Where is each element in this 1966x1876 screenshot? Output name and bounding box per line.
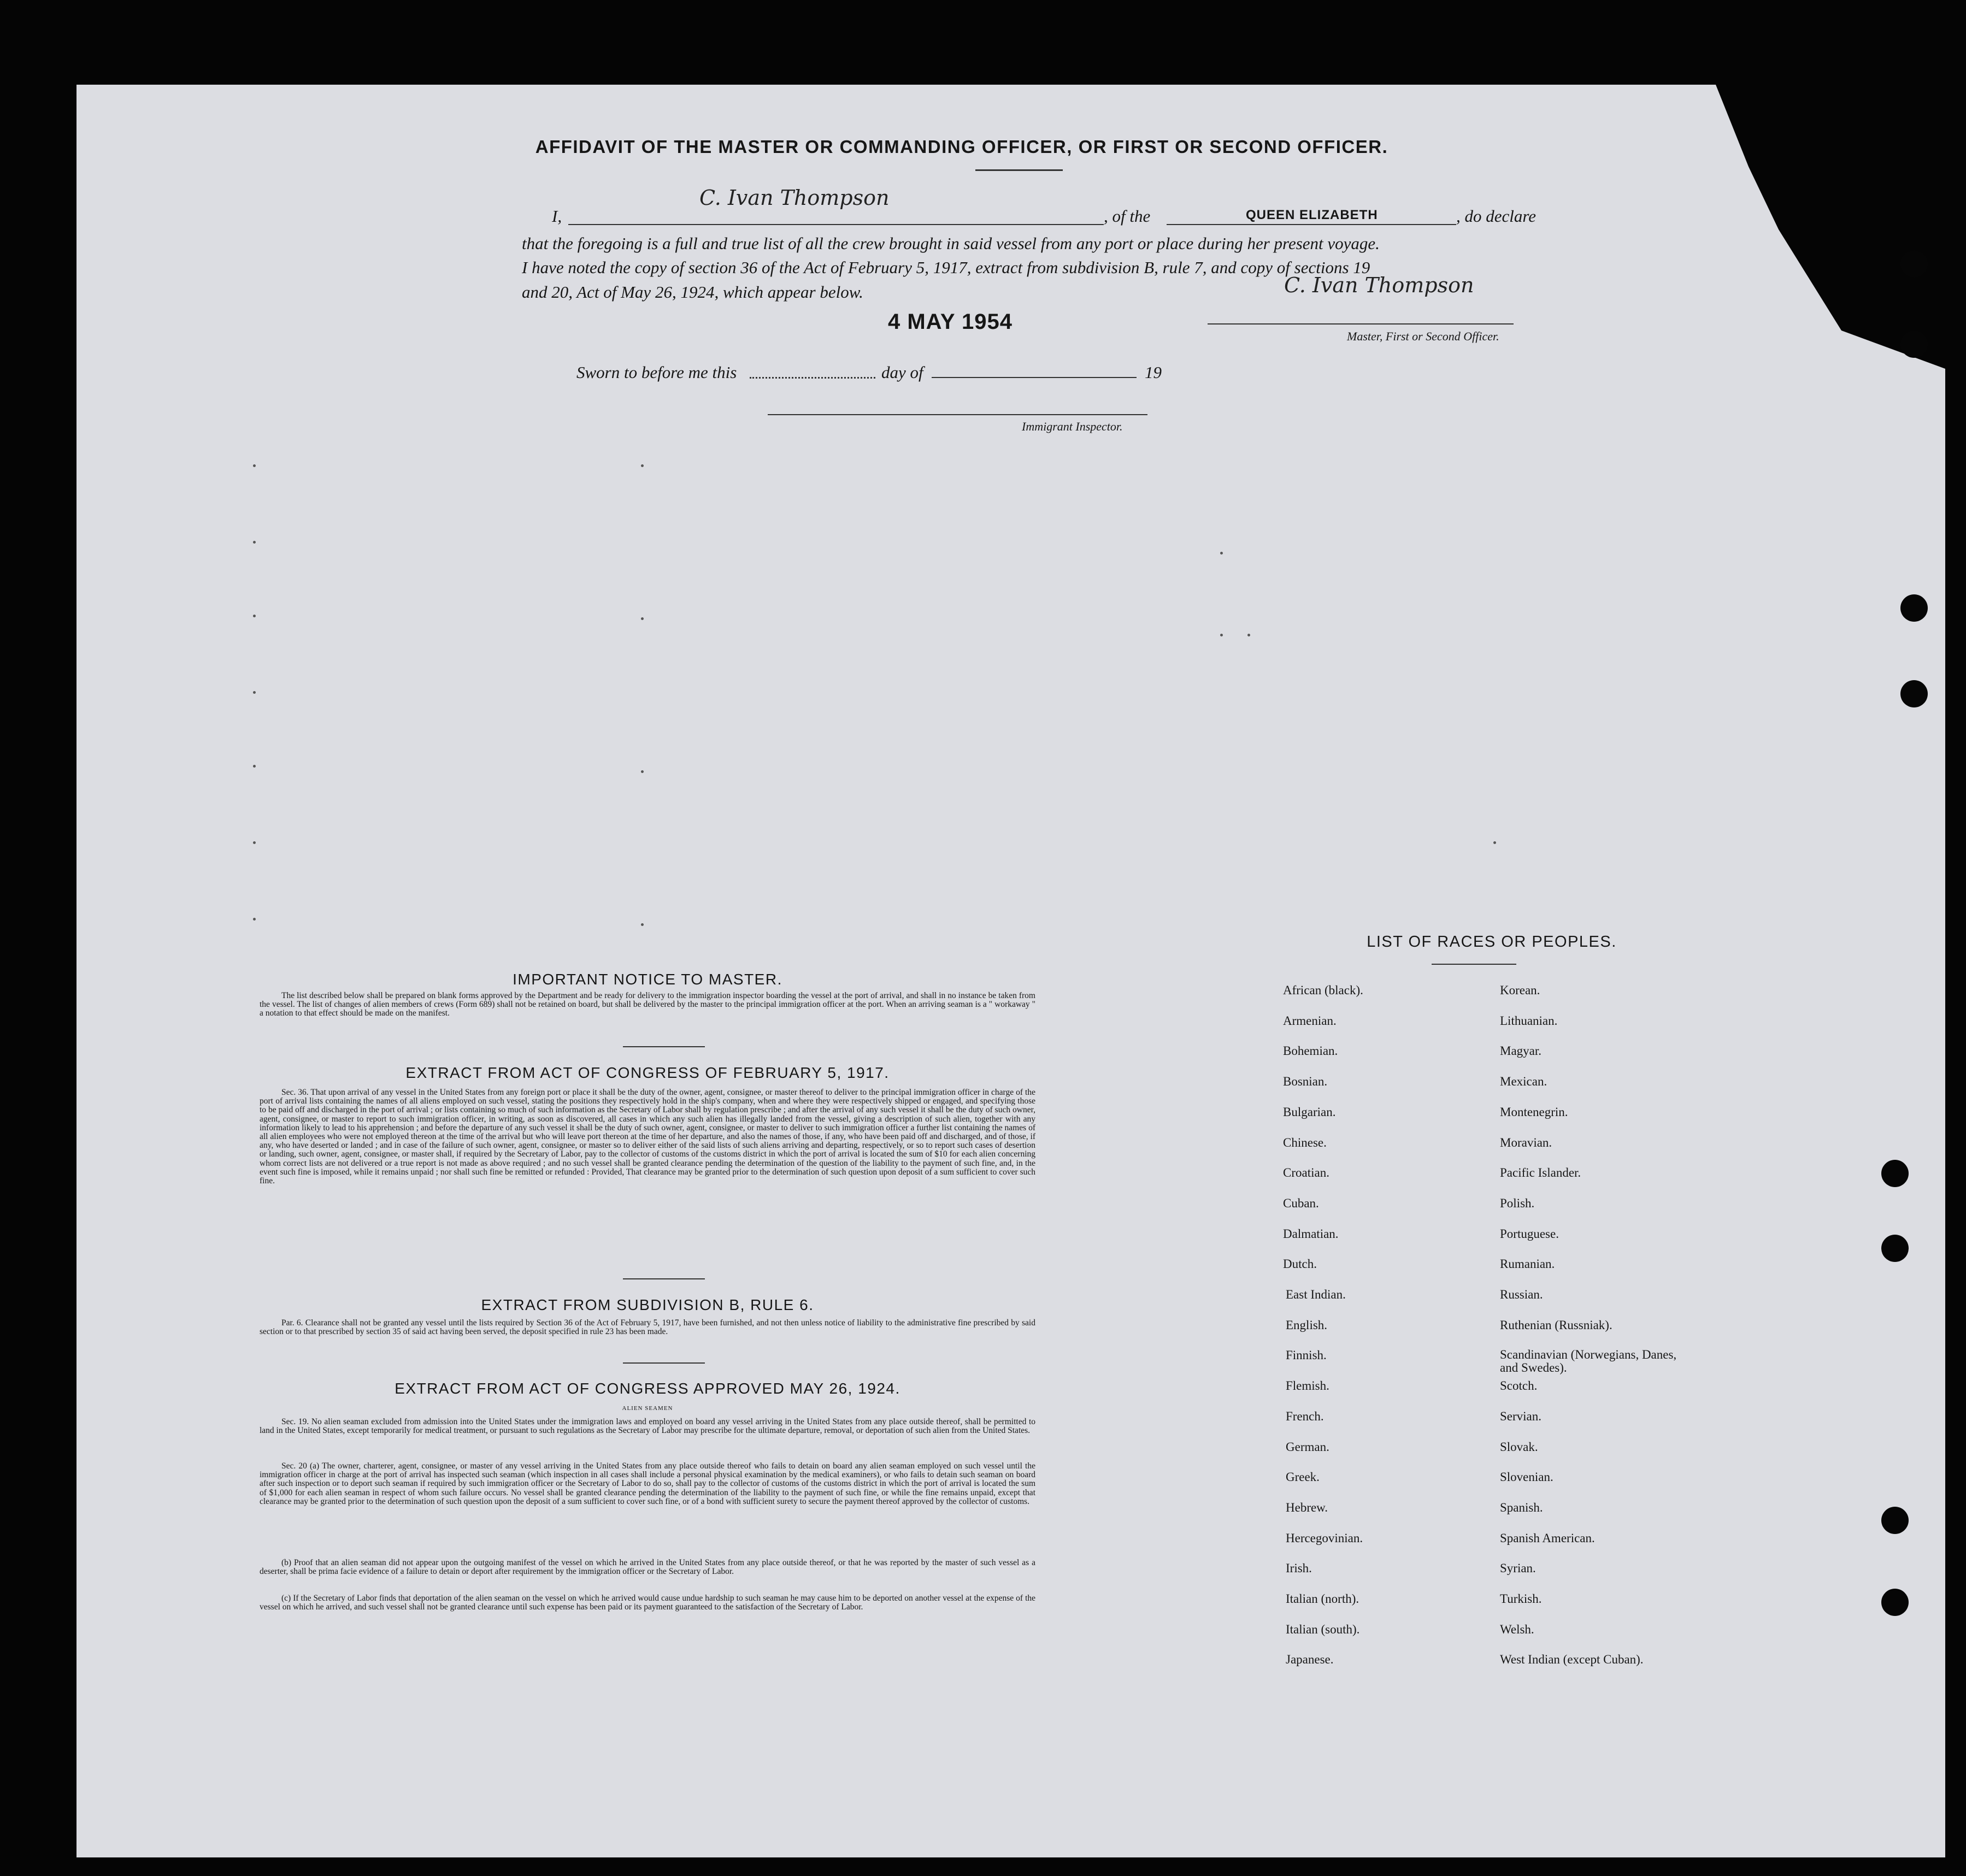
year-label: 19 [1145,363,1162,382]
margin-tick [253,691,256,694]
sec-20a-text: Sec. 20 (a) The owner, charterer, agent, consignee, or master of any vessel arriving in the United States from any place outside thereof who fails to detain on board any alien seaman employed on such vessel until the immigration officer in charge at the port of arrival has inspected such seaman (which inspection in all cases shall include a personal physical examination by the medical examiners), or who fails to detain such seaman on board after such inspection or to deport such seaman if required by such immigration officer or the Secretary of Labor to do so, shall pay to the collector of customs of the customs district in which the port of arrival is located the sum of $1,000 for each alien seaman in respect of whom such failure occurs. No vessel shall be granted clearance pending the determination of the liability to the payment of such fine, or while the fine remains unpaid, except that clearance may be granted prior to the determination of such question upon the deposit of a sum sufficient to cover such fine, or of a bond with sufficient surety to secure the payment thereof approved by the collector of customs. [260,1461,1035,1506]
vessel-line [1167,224,1456,225]
race-item: Moravian. [1500,1135,1552,1149]
race-item: Bulgarian. [1283,1105,1336,1119]
month-line [932,377,1137,378]
race-item: Spanish. [1500,1500,1543,1514]
of-the-label: , of the [1104,207,1151,226]
separator [623,1278,705,1279]
day-of-label: day of [881,363,923,382]
punch-hole [1881,1589,1909,1616]
race-item: Lithuanian. [1500,1013,1558,1028]
master-signature: C. Ivan Thompson [1284,273,1474,297]
race-item: Slovenian. [1500,1470,1553,1484]
subdivision-text: Par. 6. Clearance shall not be granted any vessel until the lists required by Section 36 of the Act of February 5, 1917, have been furnished, and not then unless notice of liability to the administrative fine prescribed by said section or to that prescribed by section 35 of said act having been served, the deposit specified in rule 23 has been made. [260,1318,1035,1337]
race-item: Turkish. [1500,1592,1542,1606]
affidavit-line3: and 20, Act of May 26, 1924, which appear below. [522,282,863,302]
race-item: West Indian (except Cuban). [1500,1653,1644,1667]
race-item: Scandinavian (Norwegians, Danes, and Swedes). [1500,1348,1677,1375]
race-item: Bosnian. [1283,1075,1328,1089]
race-item: Mexican. [1500,1075,1547,1089]
race-item: Bohemian. [1283,1044,1338,1058]
i-label: I, [552,207,562,226]
extract-1924-subtitle: ALIEN SEAMEN [622,1405,673,1412]
race-item: German. [1286,1440,1329,1454]
notice-title: IMPORTANT NOTICE TO MASTER. [513,971,782,988]
affidavit-title: AFFIDAVIT OF THE MASTER OR COMMANDING OFFICER, OR FIRST OR SECOND OFFICER. [535,137,1388,157]
races-title: LIST OF RACES OR PEOPLES. [1367,933,1617,951]
race-item: Montenegrin. [1500,1105,1568,1119]
punch-hole [1900,680,1928,707]
race-item: Spanish American. [1500,1531,1595,1545]
punch-hole [1881,1160,1909,1187]
margin-tick [1220,552,1223,554]
race-item: Polish. [1500,1196,1535,1210]
punch-hole [1881,1507,1909,1534]
affidavit-line2: I have noted the copy of section 36 of the Act of February 5, 1917, extract from subdivision B, rule 7, and copy of sections 19 [522,258,1370,277]
master-caption: Master, First or Second Officer. [1347,329,1499,343]
race-item: Dalmatian. [1283,1226,1339,1241]
race-item: Rumanian. [1500,1257,1555,1271]
punch-hole [1900,331,1928,358]
race-item: Japanese. [1286,1653,1334,1667]
race-item: Welsh. [1500,1622,1534,1636]
separator [623,1362,705,1364]
name-line [568,224,1104,225]
subdivision-title: EXTRACT FROM SUBDIVISION B, RULE 6. [481,1296,814,1313]
margin-tick [253,541,256,544]
do-declare-label: , do declare [1456,207,1537,226]
vessel-name: QUEEN ELIZABETH [1246,208,1378,222]
race-item: Finnish. [1286,1348,1327,1362]
title-underline [975,169,1063,171]
notice-text: The list described below shall be prepared on blank forms approved by the Department and be ready for delivery to the immigration inspector boarding the vessel at the port of arrival, and shall in no instance be taken from the vessel. The list of changes of alien members of crews (Form 689) shall not be retained on board, but shall be delivered by the master to the principal immigration officer at the port. When an arriving seaman is a " workaway " a notation to that effect should be made on the manifest. [260,991,1035,1018]
race-item: Hebrew. [1286,1500,1328,1514]
race-item: Cuban. [1283,1196,1319,1210]
extract-1924-title: EXTRACT FROM ACT OF CONGRESS APPROVED MAY 26, 1924. [395,1380,900,1397]
race-item: Dutch. [1283,1257,1317,1271]
margin-tick [641,923,644,926]
race-item: Hercegovinian. [1286,1531,1363,1545]
race-item: Korean. [1500,983,1540,997]
margin-tick [1247,634,1250,636]
race-item: Pacific Islander. [1500,1166,1581,1180]
sworn-label: Sworn to before me this [576,363,737,382]
race-item: Portuguese. [1500,1226,1559,1241]
race-item: Russian. [1500,1288,1543,1301]
margin-tick [253,464,256,467]
race-item: Croatian. [1283,1166,1329,1180]
race-item: Syrian. [1500,1561,1536,1576]
sec-20b-text: (b) Proof that an alien seaman did not appear upon the outgoing manifest of the vessel on which he arrived in the United States from any place outside thereof, or that he was reported by the master of such vessel as a deserter, shall be prima facie evidence of a failure to detain or deport after requirement by the immigration officer or the Secretary of Labor. [260,1558,1035,1577]
margin-tick [253,841,256,844]
race-item: Chinese. [1283,1135,1327,1149]
inspector-signature-line [768,414,1147,415]
race-item: Irish. [1286,1561,1312,1576]
margin-tick [253,765,256,768]
margin-tick [1493,841,1496,844]
races-underline [1432,964,1516,965]
race-item: Flemish. [1286,1379,1329,1393]
race-item: African (black). [1283,983,1363,997]
date-stamp: 4 MAY 1954 [888,310,1013,334]
race-item: Ruthenian (Russniak). [1500,1318,1612,1332]
race-item: Magyar. [1500,1044,1542,1058]
day-line [750,377,875,379]
master-signature-line [1208,323,1514,325]
race-item: Italian (south). [1286,1622,1360,1636]
margin-tick [253,615,256,617]
officer-signature: C. Ivan Thompson [699,186,890,210]
race-item: Servian. [1500,1409,1542,1423]
extract-1917-title: EXTRACT FROM ACT OF CONGRESS OF FEBRUARY 5, 1917. [405,1064,890,1081]
race-item: Italian (north). [1286,1592,1359,1606]
separator [623,1046,705,1047]
race-item: English. [1286,1318,1328,1332]
race-item: East Indian. [1286,1288,1346,1301]
race-item: Greek. [1286,1470,1320,1484]
race-item: Slovak. [1500,1440,1538,1454]
margin-tick [253,918,256,921]
race-item: Armenian. [1283,1013,1337,1028]
punch-hole [1900,594,1928,622]
affidavit-line1: that the foregoing is a full and true list of all the crew brought in said vessel from any port or place during her present voyage. [522,234,1380,253]
race-item: Scotch. [1500,1379,1538,1393]
punch-hole [1900,250,1928,278]
punch-hole [1881,1235,1909,1262]
margin-tick [641,464,644,467]
margin-tick [1220,634,1223,636]
margin-tick [641,770,644,773]
sec-19-text: Sec. 19. No alien seaman excluded from admission into the United States under the immigration laws and employed on board any vessel arriving in the United States from any place outside thereof, shall be permitted to land in the United States, except temporarily for medical treatment, or pursuant to such regulations as the Secretary of Labor may prescribe for the ultimate departure, removal, or deportation of such alien from the United States. [260,1417,1035,1436]
extract-1917-text: Sec. 36. That upon arrival of any vessel in the United States from any foreign port or place it shall be the duty of the owner, agent, consignee, or master thereof to deliver to the principal immigration officer in charge of the port of arrival lists containing the names of all aliens employed on such vessel, stating the positions they respectively hold in the ship's company, when and where they were respectively shipped or engaged, and specifying those to be paid off and discharged in the port of arrival ; or lists containing so much of such information as the Secretary of Labor shall by regulation prescribe ; and after the arrival of any such vessel it shall be the duty of such owner, agent, consignee, or master to report to such immigration officer, in writing, as soon as discovered, all cases in which any such alien has illegally landed from the vessel, giving a description of such alien, together with any information likely to lead to his apprehension ; and before the departure of any such vessel it shall be the duty of such owner, agent, consignee, or master to deliver to such immigration officer a further list containing the names of all alien employees who were not employed thereon at the time of the arrival but who will leave port thereon at the time of her departure, and also the names of those, if any, who have been paid off and discharged, and of those, if any, who have deserted or landed ; and in case of the failure of such owner, agent, consignee, or master so to deliver either of the said lists of such aliens arriving and departing, respectively, or so to report such cases of desertion or landing, such owner, agent, consignee, or master shall, if required by the Secretary of Labor, pay to the collector of customs of the customs district in which the port of arrival is located the sum of $10 for each alien concerning whom correct lists are not delivered or a true report is not made as above required ; and no such vessel shall be granted clearance pending the determination of the question of the liability to the payment of such fine, and, in the event such fine is imposed, while it remains unpaid ; nor shall such fine be remitted or refunded : Provided, That clearance may be granted prior to the determination of such question upon deposit of a sum sufficient to cover such fine. [260,1088,1035,1186]
sec-20c-text: (c) If the Secretary of Labor finds that deportation of the alien seaman on the vessel on which he arrived would cause undue hardship to such seaman he may cause him to be deported on another vessel at the expense of the vessel on which he arrived, and such vessel shall not be granted clearance until such expense has been paid or its payment guaranteed to the satisfaction of the Secretary of Labor. [260,1594,1035,1612]
inspector-caption: Immigrant Inspector. [1022,420,1123,433]
race-item: French. [1286,1409,1324,1423]
margin-tick [641,617,644,620]
